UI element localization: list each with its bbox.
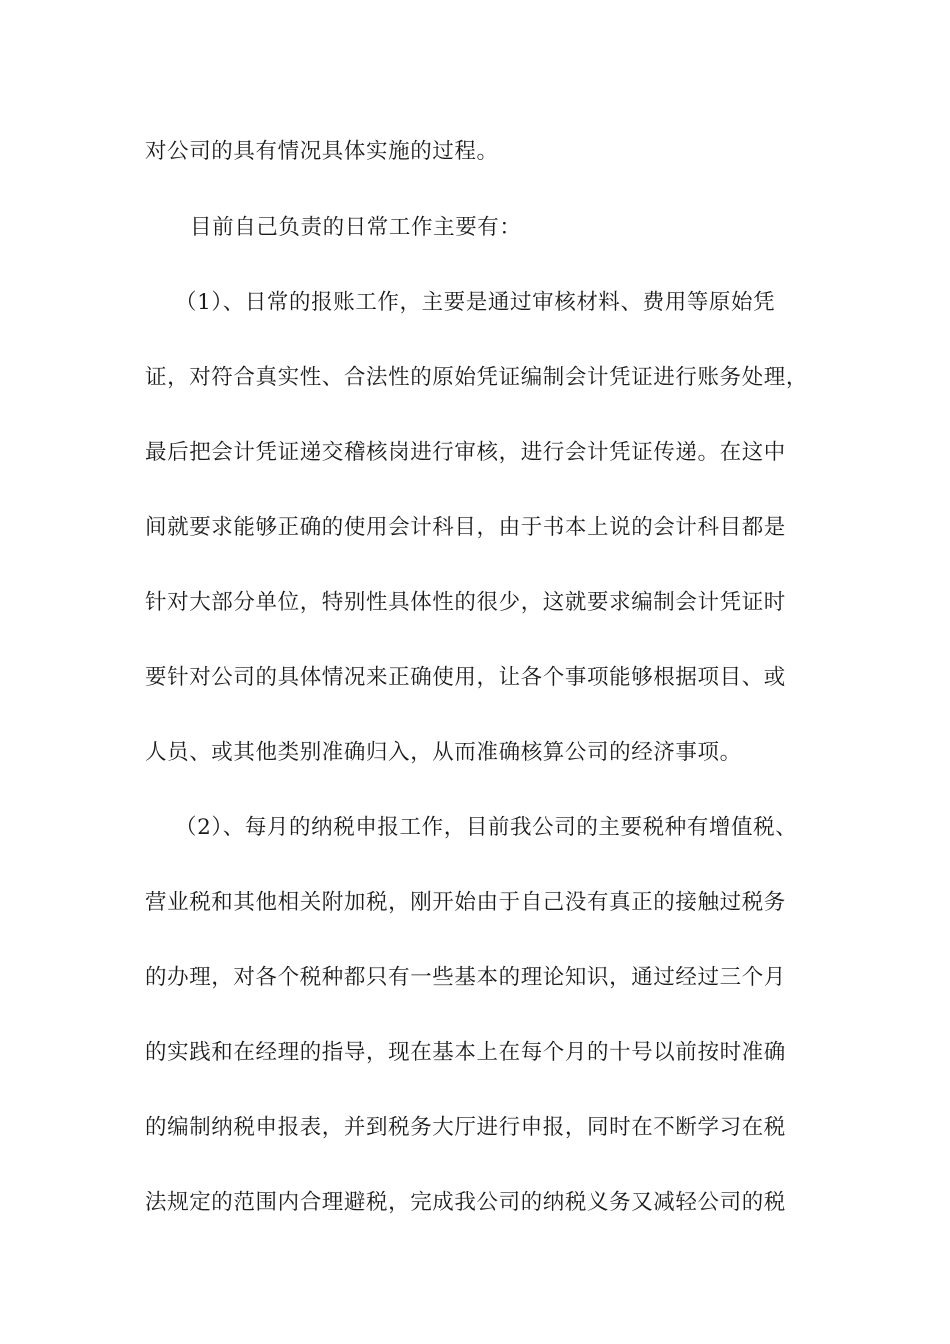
text-line: 针对大部分单位，特别性具体性的很少，这就要求编制会计凭证时 xyxy=(145,590,786,615)
text-line: 对公司的具有情况具体实施的过程。 xyxy=(145,139,499,164)
text-line: 证，对符合真实性、合法性的原始凭证编制会计凭证进行账务处理， xyxy=(145,365,809,390)
text-line: 最后把会计凭证递交稽核岗进行审核，进行会计凭证传递。在这中 xyxy=(145,440,786,465)
text-line: （2）、每月的纳税申报工作，目前我公司的主要税种有增值税、 xyxy=(175,815,798,840)
text-line: 的办理，对各个税种都只有一些基本的理论知识，通过经过三个月 xyxy=(145,965,786,990)
text-line: 人员、或其他类别准确归入，从而准确核算公司的经济事项。 xyxy=(145,740,742,765)
text-line: 营业税和其他相关附加税，刚开始由于自己没有真正的接触过税务 xyxy=(145,890,786,915)
text-line: 的实践和在经理的指导，现在基本上在每个月的十号以前按时准确 xyxy=(145,1040,786,1065)
text-line: 目前自己负责的日常工作主要有： xyxy=(190,215,522,240)
text-line: 的编制纳税申报表，并到税务大厅进行申报，同时在不断学习在税 xyxy=(145,1115,786,1140)
text-line: 法规定的范围内合理避税，完成我公司的纳税义务又减轻公司的税 xyxy=(145,1190,786,1215)
text-line: 间就要求能够正确的使用会计科目，由于书本上说的会计科目都是 xyxy=(145,515,786,540)
text-line: 要针对公司的具体情况来正确使用，让各个事项能够根据项目、或 xyxy=(145,665,786,690)
text-line: （1）、日常的报账工作，主要是通过审核材料、费用等原始凭 xyxy=(175,290,776,315)
